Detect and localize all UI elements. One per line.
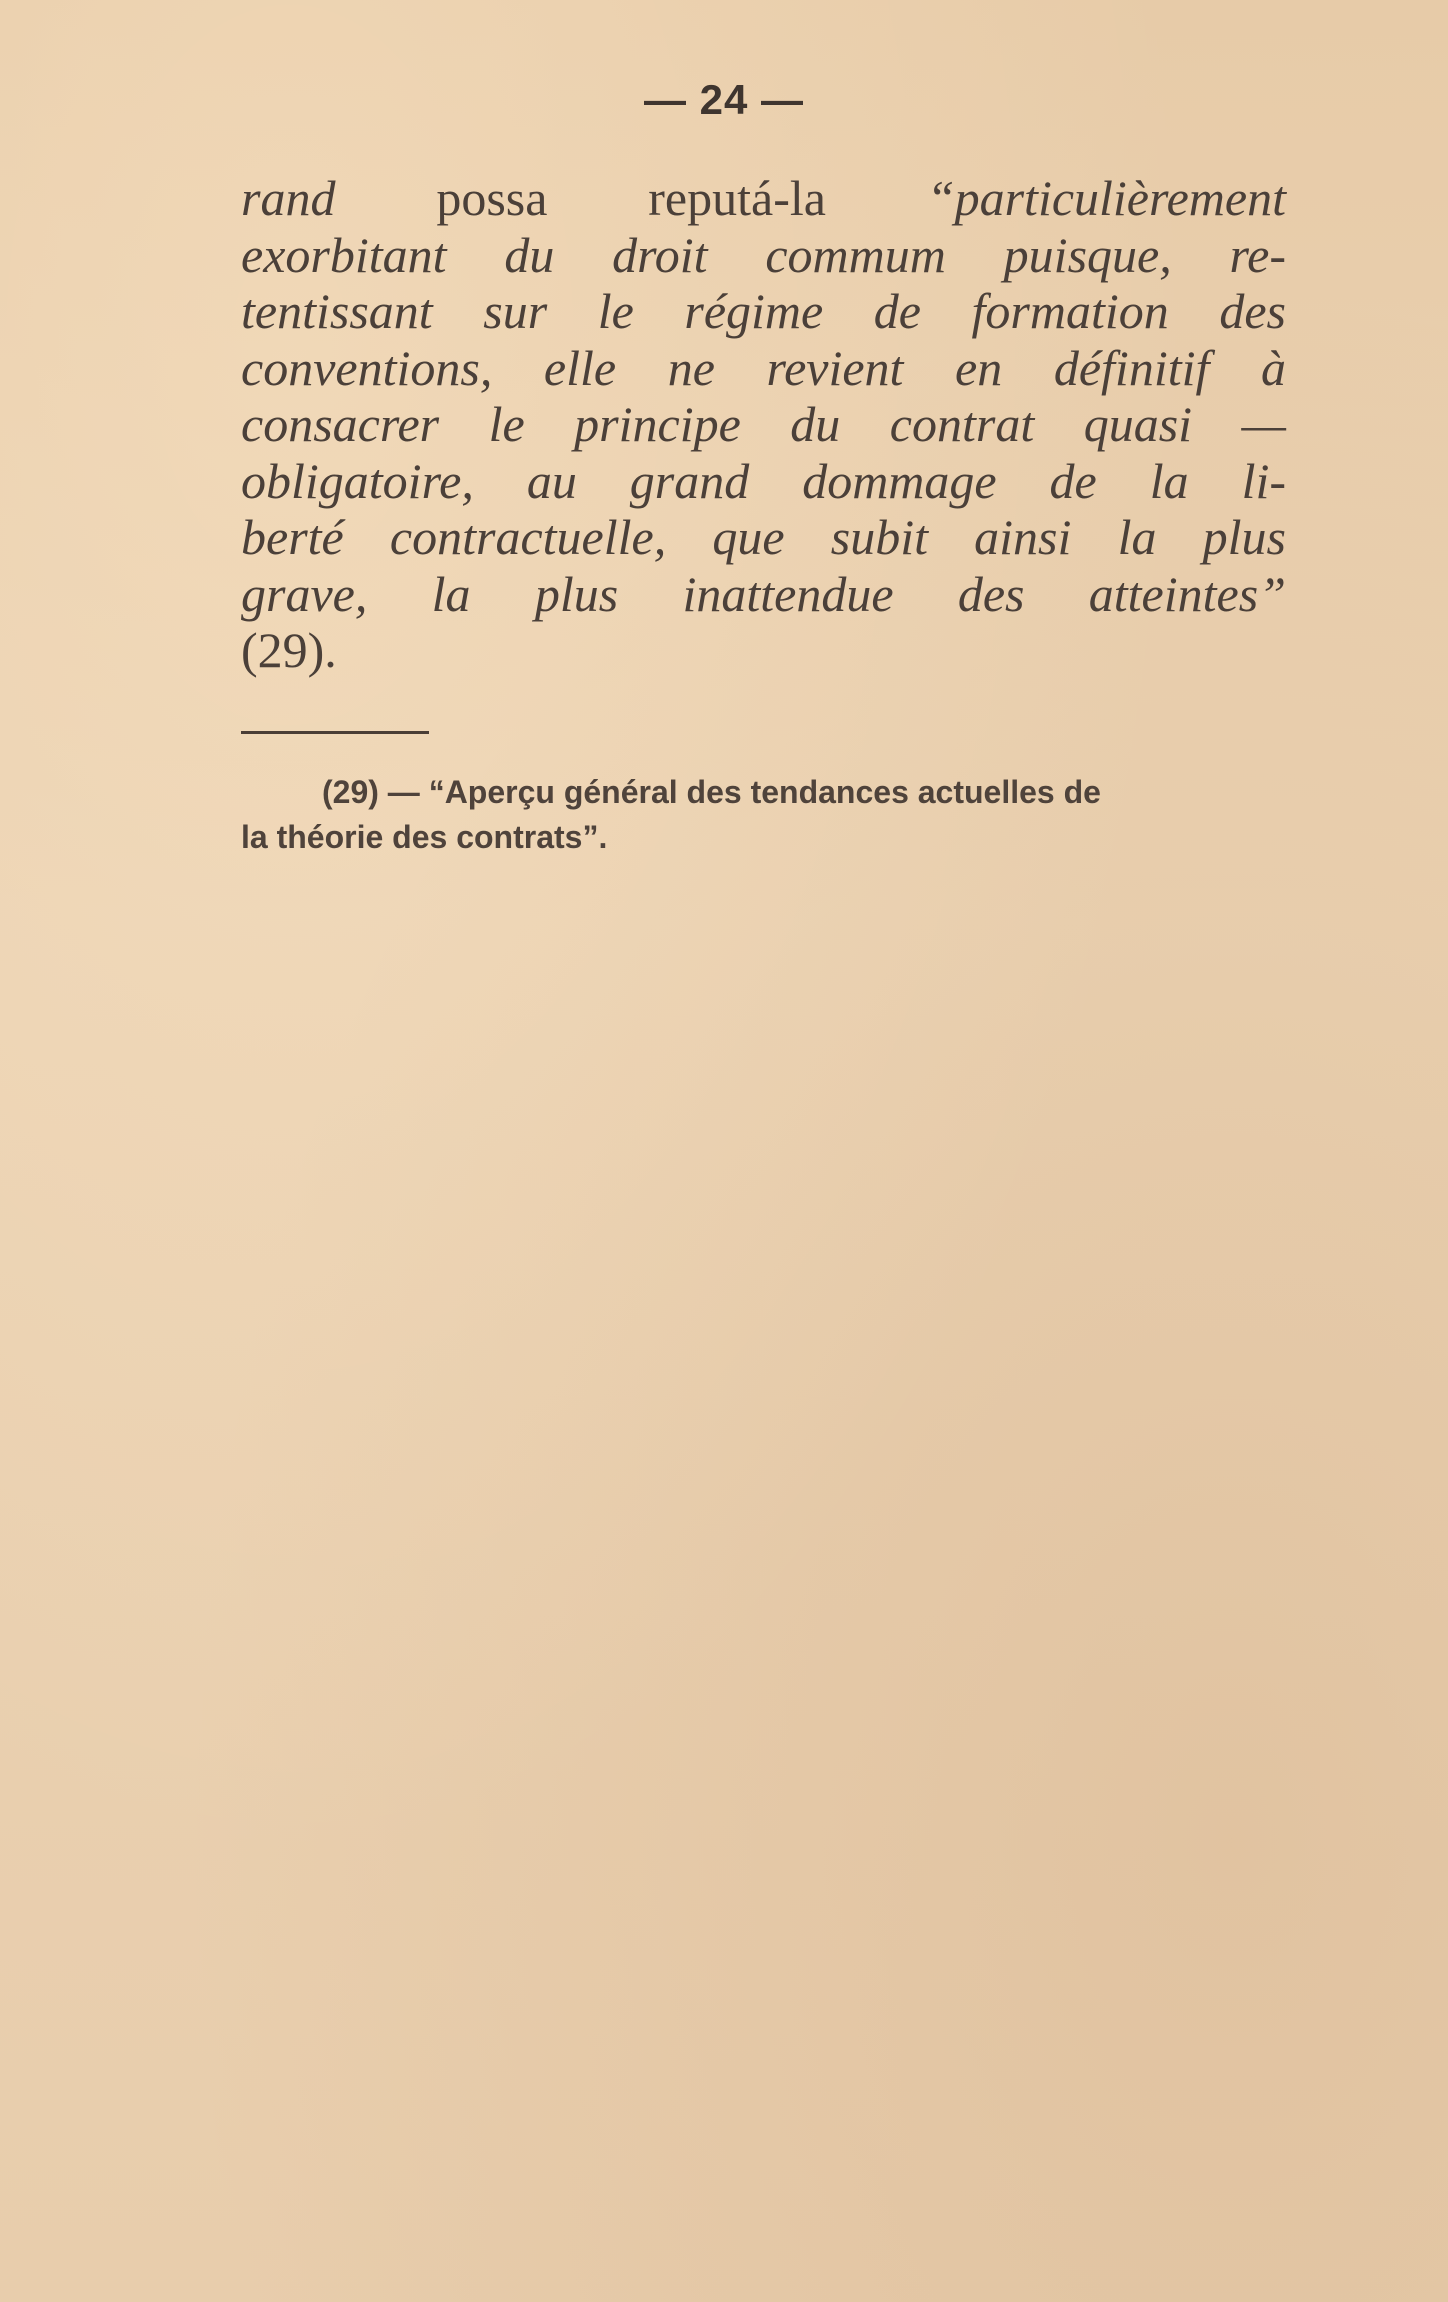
body-line-1	[241, 170, 1286, 227]
body-line-2: exorbitant du droit commum puisque, re-	[241, 226, 1286, 283]
body-line-6: obligatoire, au grand dommage de la li-	[241, 452, 1286, 509]
main-paragraph	[241, 170, 1286, 679]
footnote-divider	[241, 731, 429, 734]
body-line-4: conventions, elle ne revient en définitif à	[241, 339, 1286, 396]
body-line-7: berté contractuelle, que subit ainsi la plus	[241, 509, 1286, 565]
body-line-1-italic-end: “particulièrement	[926, 170, 1286, 226]
page-number: — 24 —	[643, 76, 805, 123]
body-line-1-italic-start: rand	[241, 170, 336, 226]
body-line-5: consacrer le principe du contrat quasi —	[241, 396, 1286, 452]
footnote	[241, 770, 1281, 860]
body-line-9: (29).	[241, 622, 337, 678]
body-line-1-roman: possa reputá-la	[436, 170, 826, 226]
body-line-3: tentissant sur le régime de formation des	[241, 283, 1286, 339]
footnote-line-2: la théorie des contrats”.	[241, 819, 608, 855]
body-line-8: grave, la plus inattendue des atteintes”	[241, 565, 1286, 622]
footnote-line-1: (29) — “Aperçu général des tendances actuelles de	[322, 774, 1101, 810]
